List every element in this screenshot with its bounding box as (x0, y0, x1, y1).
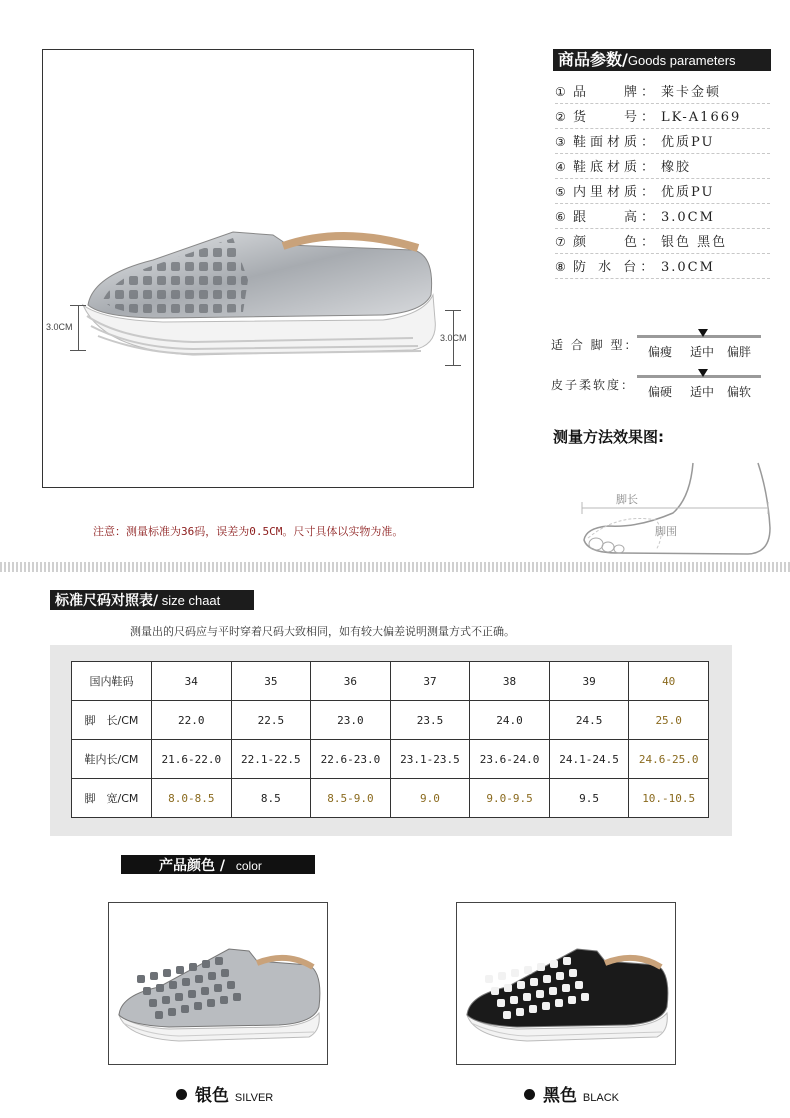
shoe-perforation (208, 972, 216, 980)
shoe-perforation (227, 981, 235, 989)
param-row (555, 255, 770, 279)
shoe-perforation (511, 969, 519, 977)
shoe-perforation (542, 1002, 550, 1010)
param-row (555, 105, 770, 129)
row-header: 国内鞋码 (72, 662, 152, 701)
shoe-perforation (194, 1002, 202, 1010)
leather-opt-3: 偏软 (727, 385, 752, 399)
param-value: 银色 黑色 (661, 235, 728, 250)
shoe-perforation (201, 987, 209, 995)
table-cell: 35 (231, 662, 311, 701)
table-cell: 36 (311, 662, 391, 701)
table-cell: 25.0 (629, 701, 709, 740)
param-label: 货 号： (573, 110, 659, 125)
shoe-perforation (503, 1011, 511, 1019)
shoe-perforation (155, 1011, 163, 1019)
color-black-cn: 黑色 (543, 1086, 577, 1106)
table-row (72, 701, 709, 740)
color-silver-cn: 银色 (195, 1086, 229, 1106)
size-table (71, 661, 709, 818)
platform-dim-cap-top (445, 310, 461, 311)
param-label: 内里材质： (573, 185, 659, 200)
row-header: 鞋内长/CM (72, 740, 152, 779)
platform-dim-label: 3.0CM (440, 333, 467, 343)
goods-params-title-en: Goods parameters (627, 53, 736, 68)
param-row (555, 230, 770, 254)
table-cell: 8.0-8.5 (152, 779, 232, 818)
param-number: ③ (555, 135, 566, 149)
shoe-perforation (563, 957, 571, 965)
shoe-perforation (189, 963, 197, 971)
table-row (72, 740, 709, 779)
param-label: 防 水 台： (573, 260, 658, 275)
foot-opt-1: 偏瘦 (648, 345, 673, 359)
shoe-perforation (491, 987, 499, 995)
table-cell: 23.0 (311, 701, 391, 740)
shoe-perforation (175, 993, 183, 1001)
measure-title: 测量方法效果图: (553, 428, 664, 446)
param-number: ② (555, 110, 566, 124)
shoe-perforation (568, 996, 576, 1004)
foot-length-label: 脚长 (616, 493, 638, 506)
heel-dim-cap-top (70, 305, 86, 306)
param-value: 优质PU (661, 135, 715, 150)
shoe-perforation (537, 963, 545, 971)
shoe-perforation (524, 966, 532, 974)
shoe-perforation (569, 969, 577, 977)
leather-softness-label: 皮子柔软度： (551, 378, 636, 392)
table-cell: 23.1-23.5 (390, 740, 470, 779)
shoe-side-image (43, 50, 473, 487)
shoe-perforation (485, 975, 493, 983)
table-cell: 24.5 (549, 701, 629, 740)
table-cell: 8.5 (231, 779, 311, 818)
param-row (555, 205, 770, 229)
size-chart-title-cn: 标准尺码对照表/ (55, 593, 159, 609)
shoe-perforation (143, 987, 151, 995)
shoe-perforation (220, 996, 228, 1004)
shoe-perforation (555, 999, 563, 1007)
shoe-perforation (549, 987, 557, 995)
shoe-perforation (517, 981, 525, 989)
table-cell: 8.5-9.0 (311, 779, 391, 818)
color-photo-silver (108, 902, 328, 1065)
table-cell: 23.5 (390, 701, 470, 740)
foot-girth-label: 脚围 (655, 525, 677, 538)
shoe-perforation (530, 978, 538, 986)
platform-dim-cap-bottom (445, 365, 461, 366)
heel-dim-cap-bottom (70, 350, 86, 351)
param-number: ⑥ (555, 210, 566, 224)
shoe-perforation (188, 990, 196, 998)
table-cell: 24.1-24.5 (549, 740, 629, 779)
shoe-perforation (543, 975, 551, 983)
shoe-perforation (550, 960, 558, 968)
row-header: 脚 长/CM (72, 701, 152, 740)
param-label: 颜 色： (573, 235, 659, 250)
table-cell: 39 (549, 662, 629, 701)
param-row (555, 130, 770, 154)
leather-opt-1: 偏硬 (648, 385, 673, 399)
black-shoe-image (457, 903, 675, 1064)
shoe-perforation (137, 975, 145, 983)
table-cell: 22.0 (152, 701, 232, 740)
foot-measure-illustration (578, 458, 778, 560)
shoe-perforation (233, 993, 241, 1001)
colors-title-cn: 产品颜色 / (159, 858, 230, 874)
table-cell: 21.6-22.0 (152, 740, 232, 779)
color-label-black (524, 1081, 619, 1106)
table-cell: 24.6-25.0 (629, 740, 709, 779)
param-number: ⑦ (555, 235, 566, 249)
param-number: ⑤ (555, 185, 566, 199)
param-row (555, 180, 770, 204)
color-photo-black (456, 902, 676, 1065)
silver-shoe-image (109, 903, 327, 1064)
shoe-perforation (156, 984, 164, 992)
foot-opt-2: 适中 (690, 345, 715, 359)
shoe-perforation (523, 993, 531, 1001)
size-chart-title-en: size chaat (158, 593, 221, 608)
table-cell: 22.5 (231, 701, 311, 740)
shoe-perforation (207, 999, 215, 1007)
param-number: ④ (555, 160, 566, 174)
shoe-perforation (168, 1008, 176, 1016)
table-cell: 37 (390, 662, 470, 701)
shoe-perforation (149, 999, 157, 1007)
shoe-perforation (214, 984, 222, 992)
bullet-icon (176, 1089, 187, 1100)
param-label: 跟 高： (573, 210, 659, 225)
table-row (72, 779, 709, 818)
table-cell: 38 (470, 662, 550, 701)
table-cell: 23.6-24.0 (470, 740, 550, 779)
shoe-perforation (162, 996, 170, 1004)
shoe-perforation (575, 981, 583, 989)
leather-opt-2: 适中 (690, 385, 715, 399)
table-cell: 34 (152, 662, 232, 701)
color-label-silver (176, 1081, 273, 1106)
shoe-perforation (516, 1008, 524, 1016)
table-cell: 24.0 (470, 701, 550, 740)
row-header: 脚 宽/CM (72, 779, 152, 818)
shoe-perforation (176, 966, 184, 974)
colors-header (121, 855, 315, 874)
param-value: 橡胶 (661, 160, 692, 175)
shoe-perforation (169, 981, 177, 989)
shoe-perforation (215, 957, 223, 965)
product-photo (42, 49, 474, 488)
shoe-perforation (202, 960, 210, 968)
table-cell: 22.6-23.0 (311, 740, 391, 779)
param-row (555, 80, 770, 104)
shoe-perforation (163, 969, 171, 977)
param-value: 优质PU (661, 185, 715, 200)
shoe-perforation (510, 996, 518, 1004)
param-number: ① (555, 85, 566, 99)
table-cell: 10.-10.5 (629, 779, 709, 818)
param-value: 莱卡金顿 (661, 85, 722, 100)
shoe-perforation (504, 984, 512, 992)
section-divider (0, 562, 790, 572)
foot-opt-3: 偏胖 (727, 345, 752, 359)
param-value: 3.0CM (661, 210, 715, 225)
table-cell: 9.5 (549, 779, 629, 818)
goods-params-header (553, 49, 771, 71)
bullet-icon (524, 1089, 535, 1100)
table-cell: 22.1-22.5 (231, 740, 311, 779)
shoe-perforation (182, 978, 190, 986)
shoe-perforation (195, 975, 203, 983)
table-cell: 40 (629, 662, 709, 701)
shoe-perforation (181, 1005, 189, 1013)
color-black-en: BLACK (582, 1092, 619, 1104)
param-label: 鞋底材质： (573, 160, 659, 175)
measurement-note: 注意：测量标准为36码，误差为0.5CM。尺寸具体以实物为准。 (93, 525, 404, 538)
table-row (72, 662, 709, 701)
goods-params-title-cn: 商品参数/ (558, 50, 628, 69)
table-cell: 9.0 (390, 779, 470, 818)
shoe-perforation (221, 969, 229, 977)
leather-marker (698, 369, 708, 377)
foot-type-marker (698, 329, 708, 337)
shoe-perforation (536, 990, 544, 998)
shoe-perforation (497, 999, 505, 1007)
param-row (555, 155, 770, 179)
size-chart-header (50, 590, 254, 610)
colors-title-en: color (235, 859, 262, 873)
param-value: 3.0CM (661, 260, 715, 275)
size-chart-subtitle: 测量出的尺码应与平时穿着尺码大致相同，如有较大偏差说明测量方式不正确。 (130, 625, 515, 638)
heel-dim-label: 3.0CM (46, 322, 73, 332)
shoe-perforation (498, 972, 506, 980)
table-cell: 9.0-9.5 (470, 779, 550, 818)
shoe-perforation (529, 1005, 537, 1013)
shoe-perforation (581, 993, 589, 1001)
foot-type-label: 适 合 脚 型： (551, 338, 639, 352)
shoe-perforation (150, 972, 158, 980)
shoe-perforation (562, 984, 570, 992)
param-number: ⑧ (555, 260, 566, 274)
color-silver-en: SILVER (234, 1092, 274, 1104)
heel-dim-line (78, 305, 79, 350)
param-label: 品 牌： (573, 85, 659, 100)
param-label: 鞋面材质： (573, 135, 659, 150)
shoe-perforation (556, 972, 564, 980)
param-value: LK-A1669 (661, 110, 742, 125)
